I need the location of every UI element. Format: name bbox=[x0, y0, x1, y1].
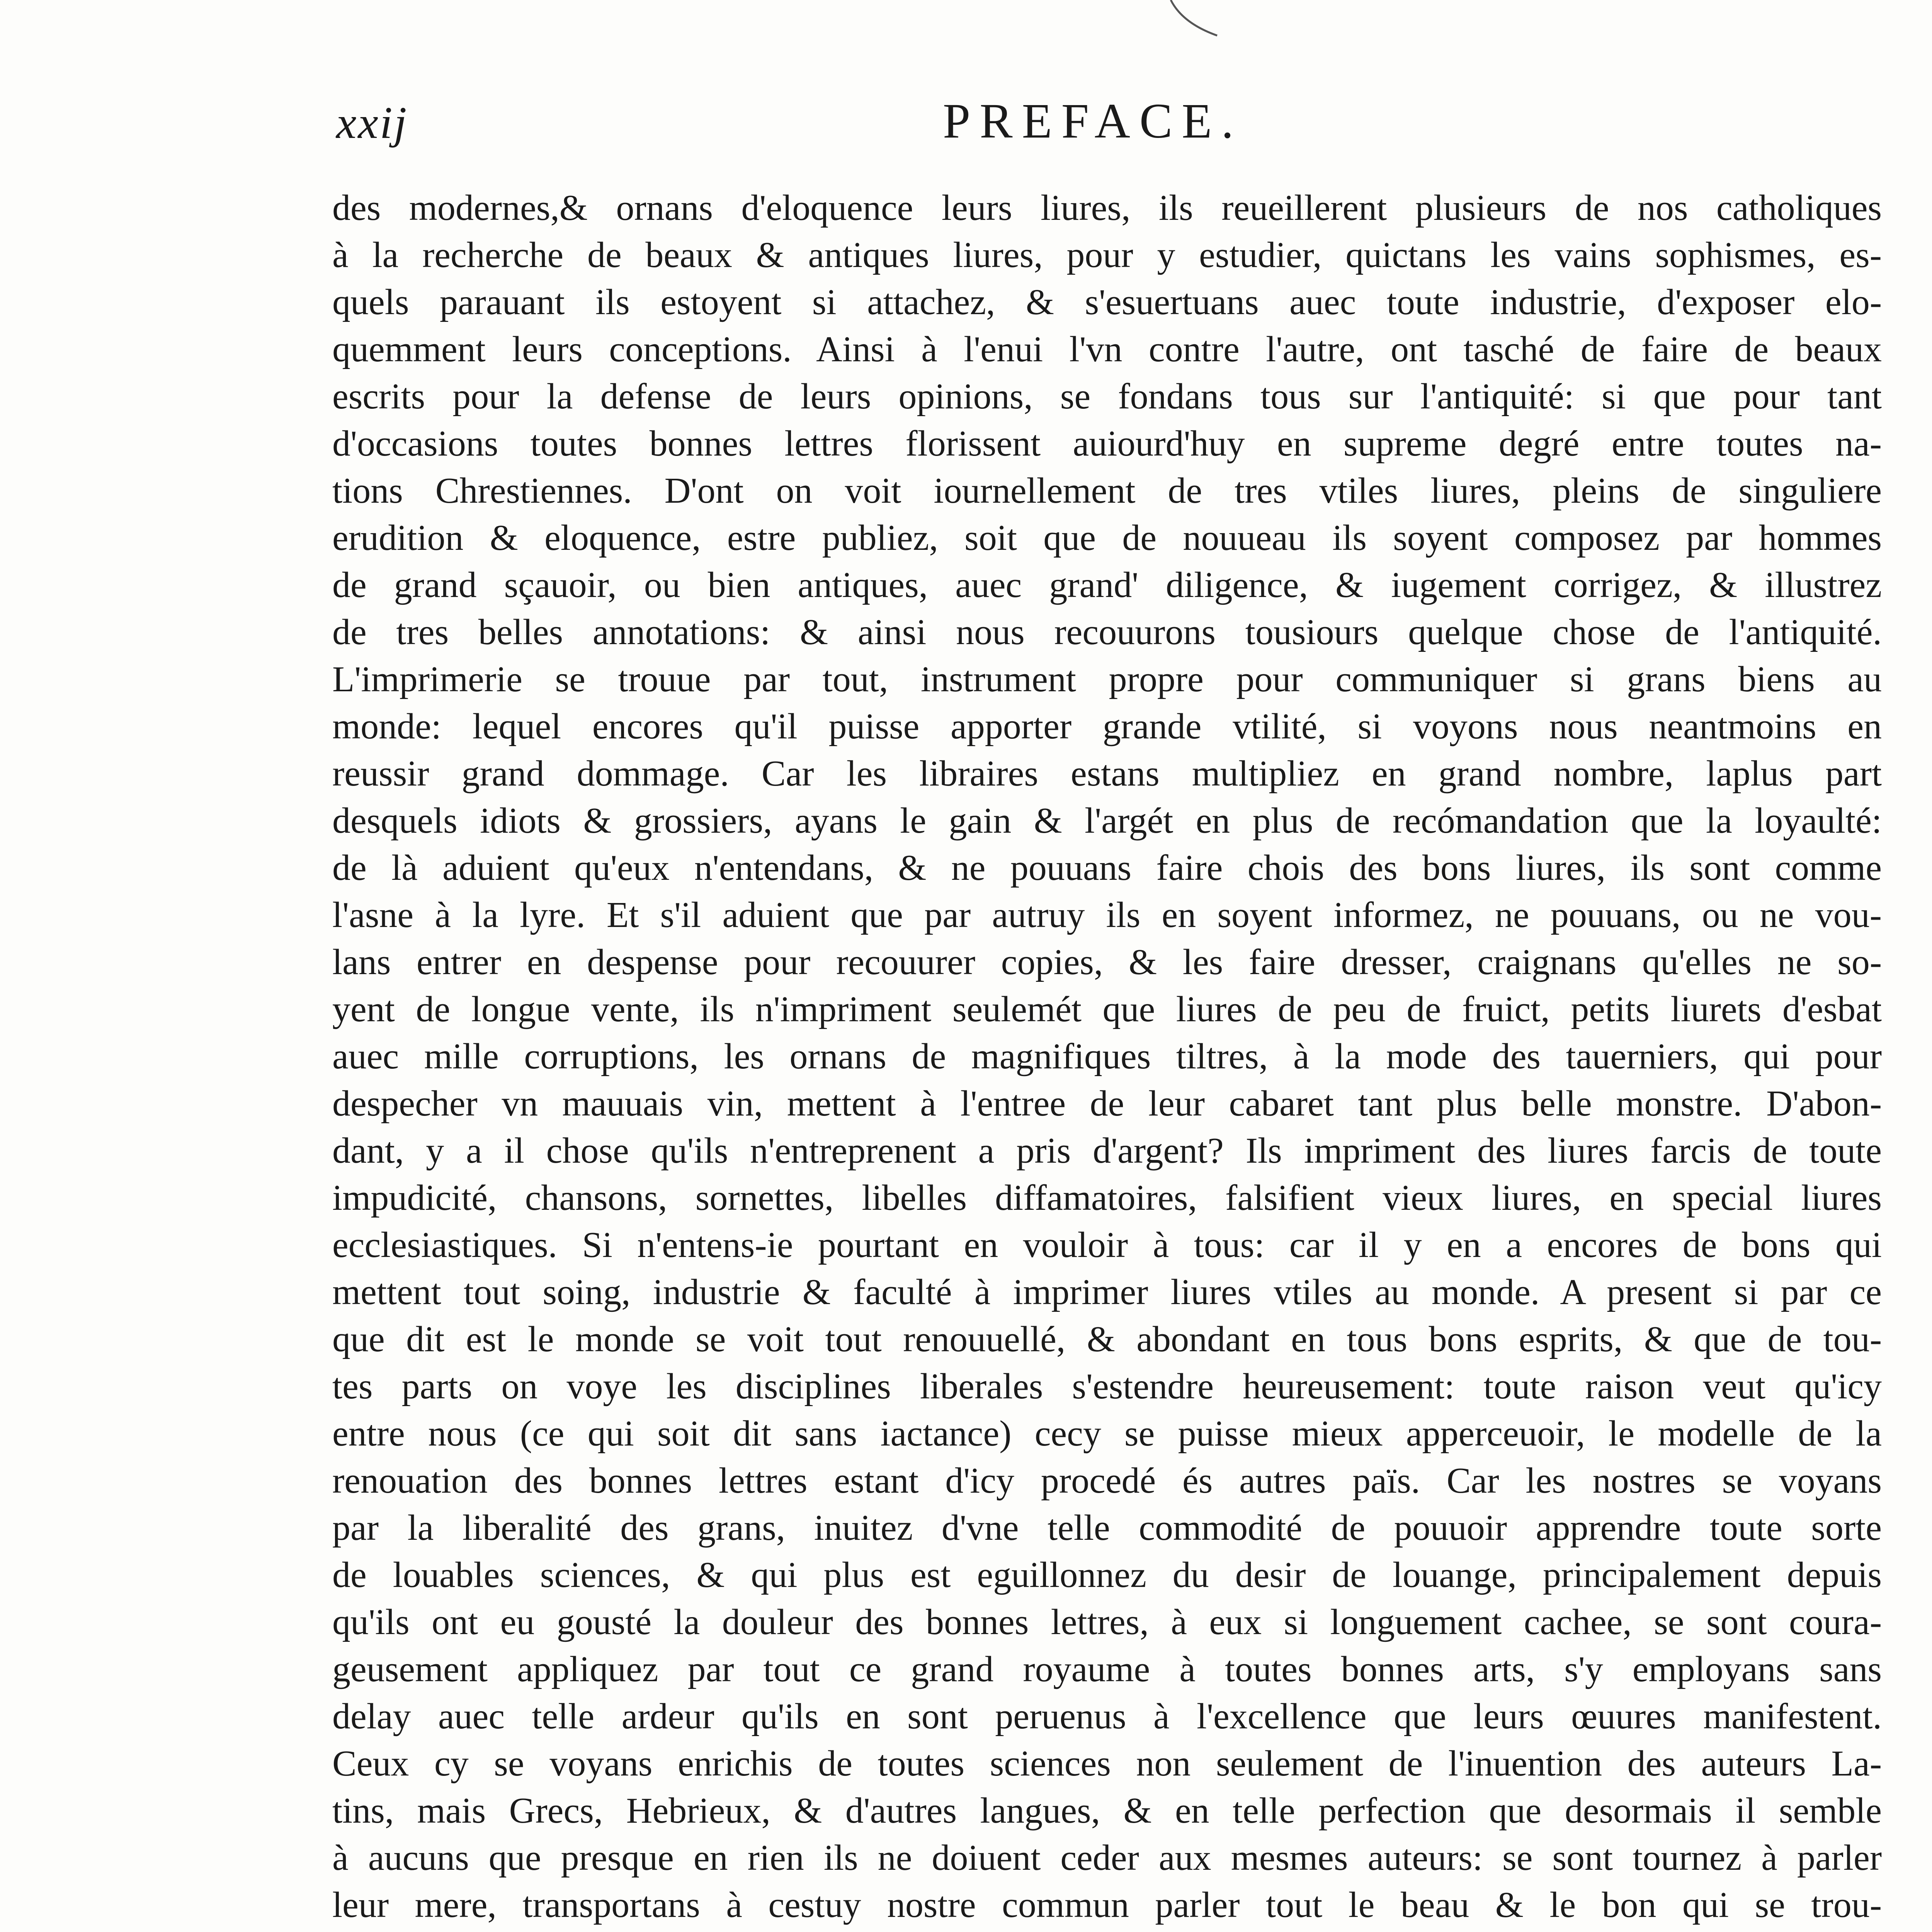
text-line: despecher vn mauuais vin, mettent à l'entree de leur cabaret tant plus belle monstre. D'abon- bbox=[332, 1083, 1882, 1124]
text-line: geusement appliquez par tout ce grand royaume à toutes bonnes arts, s'y employans sans bbox=[332, 1649, 1882, 1689]
text-line: lans entrer en despense pour recouurer copies, & les faire dresser, craignans qu'elles ne so- bbox=[332, 942, 1882, 982]
text-line: ecclesiastiques. Si n'entens-ie pourtant en vouloir à tous: car il y en a encores de bons qui bbox=[332, 1225, 1882, 1265]
text-line: reussir grand dommage. Car les libraires estans multipliez en grand nombre, laplus part bbox=[332, 753, 1882, 794]
text-line: dant, y a il chose qu'ils n'entreprenent a pris d'argent? Ils impriment des liures farcis de toute bbox=[332, 1131, 1882, 1171]
text-line: de tres belles annotations: & ainsi nous recouurons tousiours quelque chose de l'antiquité. bbox=[332, 612, 1882, 652]
text-line bbox=[332, 1920, 1882, 1932]
text-line: leur mere, transportans à cestuy nostre commun parler tout le beau & le bon qui se trou- bbox=[332, 1885, 1882, 1925]
text-line: erudition & eloquence, estre publiez, soit que de nouueau ils soyent composez par hommes bbox=[332, 518, 1882, 558]
scan-artifact-line bbox=[1167, 0, 1221, 37]
text-line: escrits pour la defense de leurs opinions, se fondans tous sur l'antiquité: si que pour tant bbox=[332, 376, 1882, 417]
text-line: tions Chrestiennes. D'ont on voit iournellement de tres vtiles liures, pleins de singuliere bbox=[332, 471, 1882, 511]
text-line: quemment leurs conceptions. Ainsi à l'enui l'vn contre l'autre, ont tasché de faire de beaux bbox=[332, 329, 1882, 369]
text-line: l'asne à la lyre. Et s'il aduient que par autruy ils en soyent informez, ne pouuans, ou ne vou- bbox=[332, 895, 1882, 935]
text-line: desquels idiots & grossiers, ayans le gain & l'argét en plus de recómandation que la loyaulté: bbox=[332, 801, 1882, 841]
text-line: que dit est le monde se voit tout renouuellé, & abondant en tous bons esprits, & que de tou- bbox=[332, 1319, 1882, 1359]
text-line: qu'ils ont eu gousté la douleur des bonnes lettres, à eux si longuement cachee, se sont coura- bbox=[332, 1602, 1882, 1642]
text-line: yent de longue vente, ils n'impriment seulemét que liures de peu de fruict, petits liurets d'esbat bbox=[332, 989, 1882, 1029]
text-line: monde: lequel encores qu'il puisse apporter grande vtilité, si voyons nous neantmoins en bbox=[332, 706, 1882, 747]
text-line: quels parauant ils estoyent si attachez, & s'esuertuans auec toute industrie, d'exposer elo- bbox=[332, 282, 1882, 322]
text-line: impudicité, chansons, sornettes, libelles diffamatoires, falsifient vieux liures, en special liures bbox=[332, 1178, 1882, 1218]
text-line: auec mille corruptions, les ornans de magnifiques tiltres, à la mode des tauerniers, qui pour bbox=[332, 1036, 1882, 1077]
text-line: d'occasions toutes bonnes lettres florissent auiourd'huy en supreme degré entre toutes na- bbox=[332, 423, 1882, 464]
running-head: PREFACE. bbox=[943, 94, 1243, 148]
text-line: mettent tout soing, industrie & faculté à imprimer liures vtiles au monde. A present si par ce bbox=[332, 1272, 1882, 1312]
text-line: Ceux cy se voyans enrichis de toutes sciences non seulement de l'inuention des auteurs La- bbox=[332, 1743, 1882, 1784]
text-line: à aucuns que presque en rien ils ne doiuent ceder aux mesmes auteurs: se sont tournez à parler bbox=[332, 1838, 1882, 1878]
text-line: tins, mais Grecs, Hebrieux, & d'autres langues, & en telle perfection que desormais il semble bbox=[332, 1791, 1882, 1831]
text-line: à la recherche de beaux & antiques liures, pour y estudier, quictans les vains sophismes, es- bbox=[332, 235, 1882, 275]
text-line: entre nous (ce qui soit dit sans iactance) cecy se puisse mieux apperceuoir, le modelle de la bbox=[332, 1413, 1882, 1454]
text-line: par la liberalité des grans, inuitez d'vne telle commodité de pouuoir apprendre toute sorte bbox=[332, 1508, 1882, 1548]
text-line: de grand sçauoir, ou bien antiques, auec grand' diligence, & iugement corrigez, & illustrez bbox=[332, 565, 1882, 605]
text-line: renouation des bonnes lettres estant d'icy procedé és autres païs. Car les nostres se voyans bbox=[332, 1461, 1882, 1501]
text-line: de là aduient qu'eux n'entendans, & ne pouuans faire chois des bons liures, ils sont comme bbox=[332, 848, 1882, 888]
page-number: xxij bbox=[336, 97, 408, 148]
text-line: L'imprimerie se trouue par tout, instrument propre pour communiquer si grans biens au bbox=[332, 659, 1882, 699]
text-line: des modernes,& ornans d'eloquence leurs liures, ils reueillerent plusieurs de nos catholiques bbox=[332, 188, 1882, 228]
text-line: de louables sciences, & qui plus est eguillonnez du desir de louange, principalement depuis bbox=[332, 1555, 1882, 1595]
text-line: delay auec telle ardeur qu'ils en sont peruenus à l'excellence que leurs œuures manifestent. bbox=[332, 1696, 1882, 1736]
text-line: tes parts on voye les disciplines liberales s'estendre heureusement: toute raison veut qu'icy bbox=[332, 1366, 1882, 1406]
